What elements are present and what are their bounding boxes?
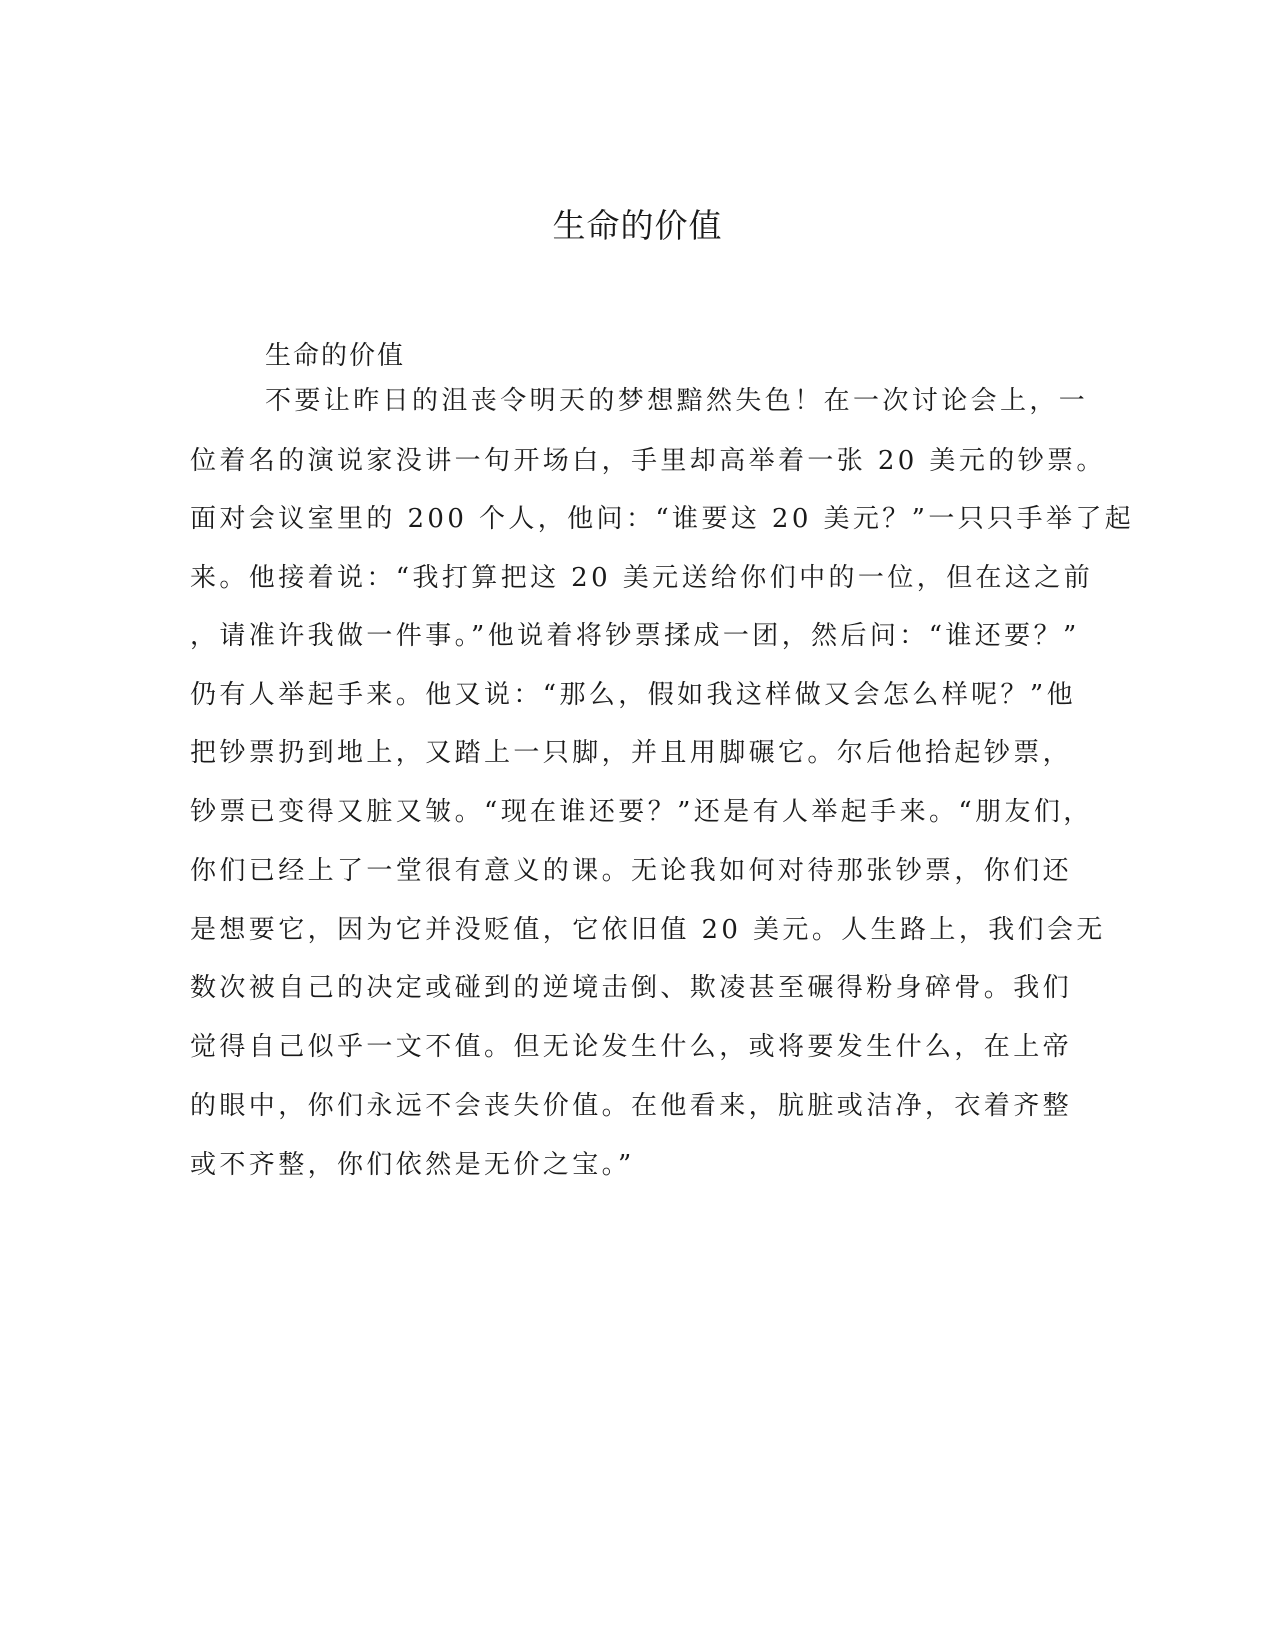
text-line: 仍有人举起手来。他又说：“那么，假如我这样做又会怎么样呢？”他 [190, 680, 1076, 710]
text-line: 面对会议室里的 200 个人，他问：“谁要这 20 美元？”一只只手举了起 [190, 504, 1135, 534]
text-line: 的眼中，你们永远不会丧失价值。在他看来，肮脏或洁净，衣着齐整 [190, 1091, 1073, 1121]
text-line: 位着名的演说家没讲一句开场白，手里却高举着一张 20 美元的钞票。 [190, 446, 1106, 476]
text-line: 不要让昨日的沮丧令明天的梦想黯然失色！在一次讨论会上，一 [265, 386, 1089, 416]
text-line: 把钞票扔到地上，又踏上一只脚，并且用脚碾它。尔后他拾起钞票， [190, 738, 1073, 768]
text-line: ，请准许我做一件事。”他说着将钞票揉成一团，然后问：“谁还要？” [190, 621, 1080, 651]
section-heading: 生命的价值 [265, 341, 406, 371]
text-line: 或不齐整，你们依然是无价之宝。” [190, 1150, 635, 1180]
text-line: 钞票已变得又脏又皱。“现在谁还要？”还是有人举起手来。“朋友们， [190, 797, 1093, 827]
text-line: 数次被自己的决定或碰到的逆境击倒、欺凌甚至碾得粉身碎骨。我们 [190, 973, 1073, 1003]
text-line: 是想要它，因为它并没贬值，它依旧值 20 美元。人生路上，我们会无 [190, 915, 1106, 945]
text-line: 来。他接着说：“我打算把这 20 美元送给你们中的一位，但在这之前 [190, 563, 1094, 593]
text-line: 觉得自己似乎一文不值。但无论发生什么，或将要发生什么，在上帝 [190, 1032, 1073, 1062]
page-title: 生命的价值 [552, 206, 723, 245]
text-line: 你们已经上了一堂很有意义的课。无论我如何对待那张钞票，你们还 [190, 856, 1073, 886]
